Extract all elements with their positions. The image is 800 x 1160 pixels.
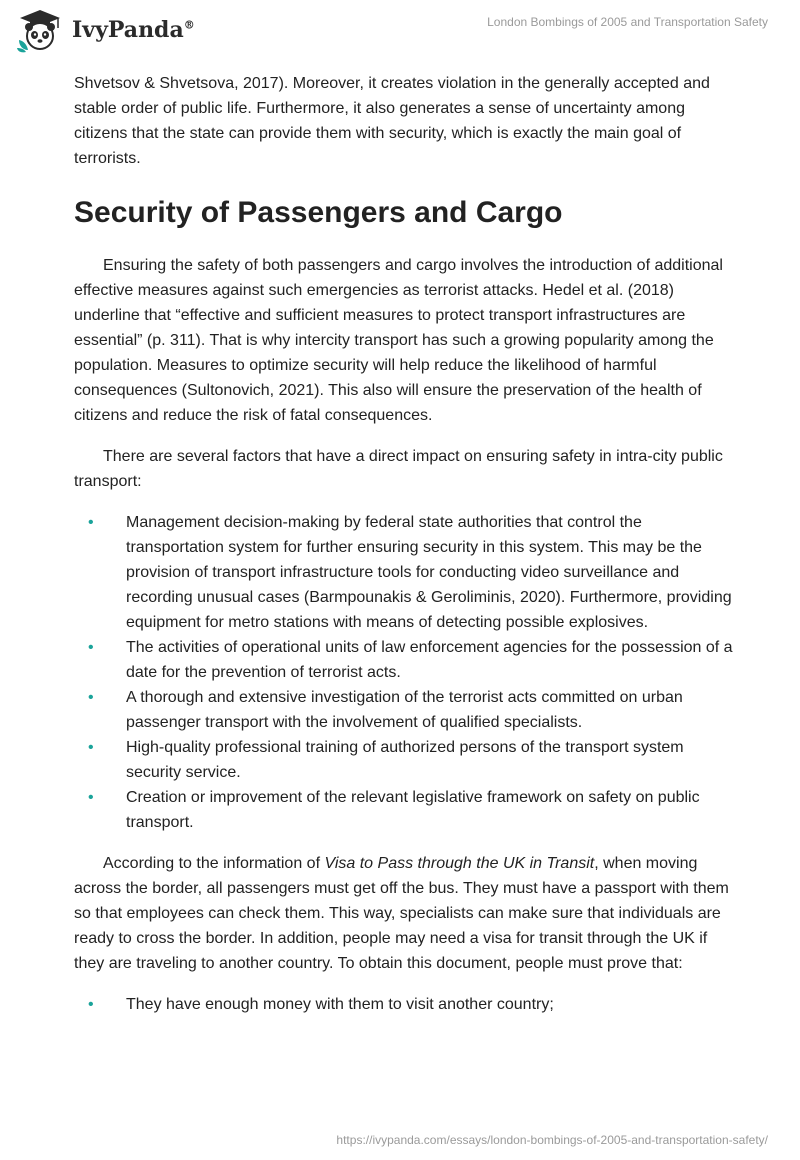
list-item: • Management decision-making by federal state authorities that control the transportation system for further ensuring security in this system. This may be the provision of transport infrastructure tools for conducting video surveillance and recording unusual cases (Barmpounakis & Geroliminis, 2020). Furthermore, providing equipment for metro stations with means of detecting possible explosives. <box>74 510 734 635</box>
factors-list <box>74 510 734 835</box>
brand-name: IvyPanda® <box>72 17 195 43</box>
bullet-icon: • <box>88 789 94 806</box>
bullet-icon: • <box>88 639 94 656</box>
list-item: • Creation or improvement of the relevant legislative framework on safety on public transport. <box>74 785 734 835</box>
list-item: • The activities of operational units of law enforcement agencies for the possession of a date for the prevention of terrorist acts. <box>74 635 734 685</box>
paragraph-factors-intro: There are several factors that have a direct impact on ensuring safety in intra-city public transport: <box>74 448 723 490</box>
paragraph-passenger-safety: Ensuring the safety of both passengers and cargo involves the introduction of additional effective measures against such emergencies as terrorist attacks. Hedel et al. (2018) underline that “effective and sufficient measures to protect transport infrastructures are essential” (p. 311). That is why intercity transport has such a growing popularity among the population. Measures to optimize security will help reduce the likelihood of harmful consequences (Sultonovich, 2021). This also will ensure the preservation of the health of citizens and reduce the risk of fatal consequences. <box>74 257 723 424</box>
bullet-icon: • <box>88 689 94 706</box>
bullet-icon: • <box>88 739 94 756</box>
bullet-icon: • <box>88 996 94 1013</box>
list-item: • A thorough and extensive investigation of the terrorist acts committed on urban passenger transport with the involvement of qualified specialists. <box>74 685 734 735</box>
requirements-list <box>74 992 734 1017</box>
article-body <box>74 71 734 1017</box>
ivypanda-logo[interactable] <box>14 8 195 54</box>
bullet-icon: • <box>88 514 94 531</box>
source-title: Visa to Pass through the UK in Transit <box>324 855 595 872</box>
page-header <box>0 0 800 60</box>
list-item: • High-quality professional training of authorized persons of the transport system security service. <box>74 735 734 785</box>
panda-graduate-icon <box>14 8 66 54</box>
paragraph-uk-transit: According to the information of Visa to Pass through the UK in Transit, when moving across the border, all passengers must get off the bus. They must have a passport with them so that employees can check them. This way, specialists can make sure that individuals are ready to cross the border. In addition, people may need a visa for transit through the UK if they are traveling to another country. To obtain this document, people must prove that: <box>74 855 729 972</box>
section-heading: Security of Passengers and Cargo <box>74 196 563 229</box>
list-item: • They have enough money with them to visit another country; <box>74 992 734 1017</box>
intro-paragraph: Shvetsov & Shvetsova, 2017). Moreover, it creates violation in the generally accepted and stable order of public life. Furthermore, it also generates a sense of uncertainty among citizens that the state can provide them with security, which is exactly the main goal of terrorists. <box>74 75 710 167</box>
document-title: London Bombings of 2005 and Transportation Safety <box>487 15 768 29</box>
source-url-link[interactable]: https://ivypanda.com/essays/london-bombings-of-2005-and-transportation-safety/ <box>336 1133 768 1147</box>
